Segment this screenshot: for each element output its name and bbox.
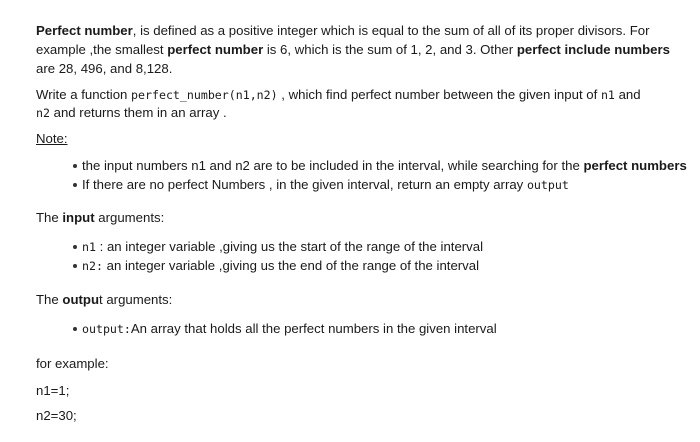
intro-line-3: are 28, 496, and 8,128. (36, 61, 173, 76)
intro-line-1: Perfect number, is defined as a positive integer which is equal to the sum of all of its proper divisors. For (36, 23, 650, 38)
example-label: for example: (36, 356, 109, 371)
task-line-1: Write a function perfect_number(n1,n2) , which find perfect number between the given input of n1 and (36, 87, 641, 102)
bullet-dot (73, 245, 77, 249)
bullet-dot (73, 327, 77, 331)
note-item-2: If there are no perfect Numbers , in the given interval, return an empty array output (82, 177, 569, 192)
output-item: output:An array that holds all the perfect numbers in the given interval (82, 321, 497, 336)
function-signature: perfect_number(n1,n2) (131, 88, 278, 102)
note-item-1: the input numbers n1 and n2 are to be included in the interval, while searching for the perfect numbers (82, 158, 687, 173)
bullet-dot (73, 164, 77, 168)
note-label: Note: (36, 131, 68, 146)
task-line-2: n2 and returns them in an array . (36, 105, 227, 120)
input-heading: The input arguments: (36, 210, 165, 225)
output-heading: The output arguments: (36, 292, 173, 307)
example-n2: n2=30; (36, 408, 77, 423)
example-n1: n1=1; (36, 383, 70, 398)
intro-line-2: example ,the smallest perfect number is 6, which is the sum of 1, 2, and 3. Other perfect include numbers (36, 42, 670, 57)
input-item-n1: n1 : an integer variable ,giving us the start of the range of the interval (82, 239, 484, 254)
bullet-dot (73, 183, 77, 187)
input-item-n2: n2: an integer variable ,giving us the end of the range of the interval (82, 258, 480, 273)
perfect-number-term: Perfect number (36, 23, 133, 38)
bullet-dot (73, 264, 77, 268)
